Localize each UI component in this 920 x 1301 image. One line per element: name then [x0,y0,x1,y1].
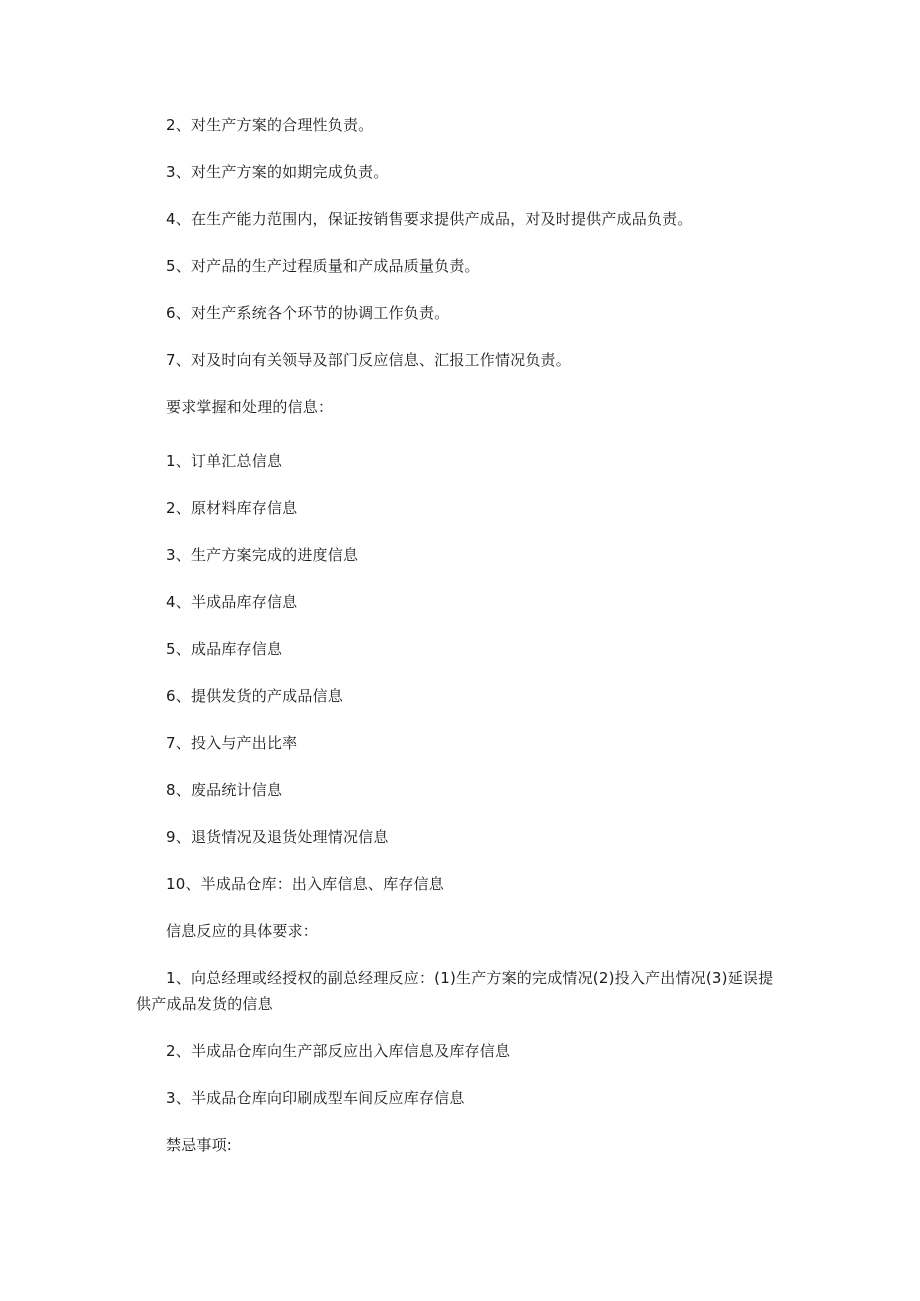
info-item: 5、成品库存信息 [166,640,283,658]
info-item: 8、废品统计信息 [166,781,283,799]
report-item: 2、半成品仓库向生产部反应出入库信息及库存信息 [166,1042,511,1060]
info-item: 4、半成品库存信息 [166,593,298,611]
info-item: 3、生产方案完成的进度信息 [166,546,359,564]
report-item: 1、向总经理或经授权的副总经理反应：(1)生产方案的完成情况(2)投入产出情况(3)延误提供产成品发货的信息 [136,969,774,1013]
info-item: 7、投入与产出比率 [166,734,298,752]
info-item: 9、退货情况及退货处理情况信息 [166,828,389,846]
info-item: 2、原材料库存信息 [166,499,298,517]
info-item: 6、提供发货的产成品信息 [166,687,343,705]
info-heading: 要求掌握和处理的信息： [166,398,334,416]
duty-item: 2、对生产方案的合理性负责。 [166,116,374,134]
taboo-heading: 禁忌事项: [166,1136,233,1154]
duty-item: 7、对及时向有关领导及部门反应信息、汇报工作情况负责。 [166,351,571,369]
duty-item: 6、对生产系统各个环节的协调工作负责。 [166,304,450,322]
report-item: 3、半成品仓库向印刷成型车间反应库存信息 [166,1089,465,1107]
report-heading: 信息反应的具体要求： [166,922,319,940]
info-item: 1、订单汇总信息 [166,452,283,470]
info-item: 10、半成品仓库：出入库信息、库存信息 [166,875,444,893]
duty-item: 5、对产品的生产过程质量和产成品质量负责。 [166,257,480,275]
duty-item: 3、对生产方案的如期完成负责。 [166,163,389,181]
duty-item: 4、在生产能力范围内，保证按销售要求提供产成品，对及时提供产成品负责。 [166,210,693,228]
